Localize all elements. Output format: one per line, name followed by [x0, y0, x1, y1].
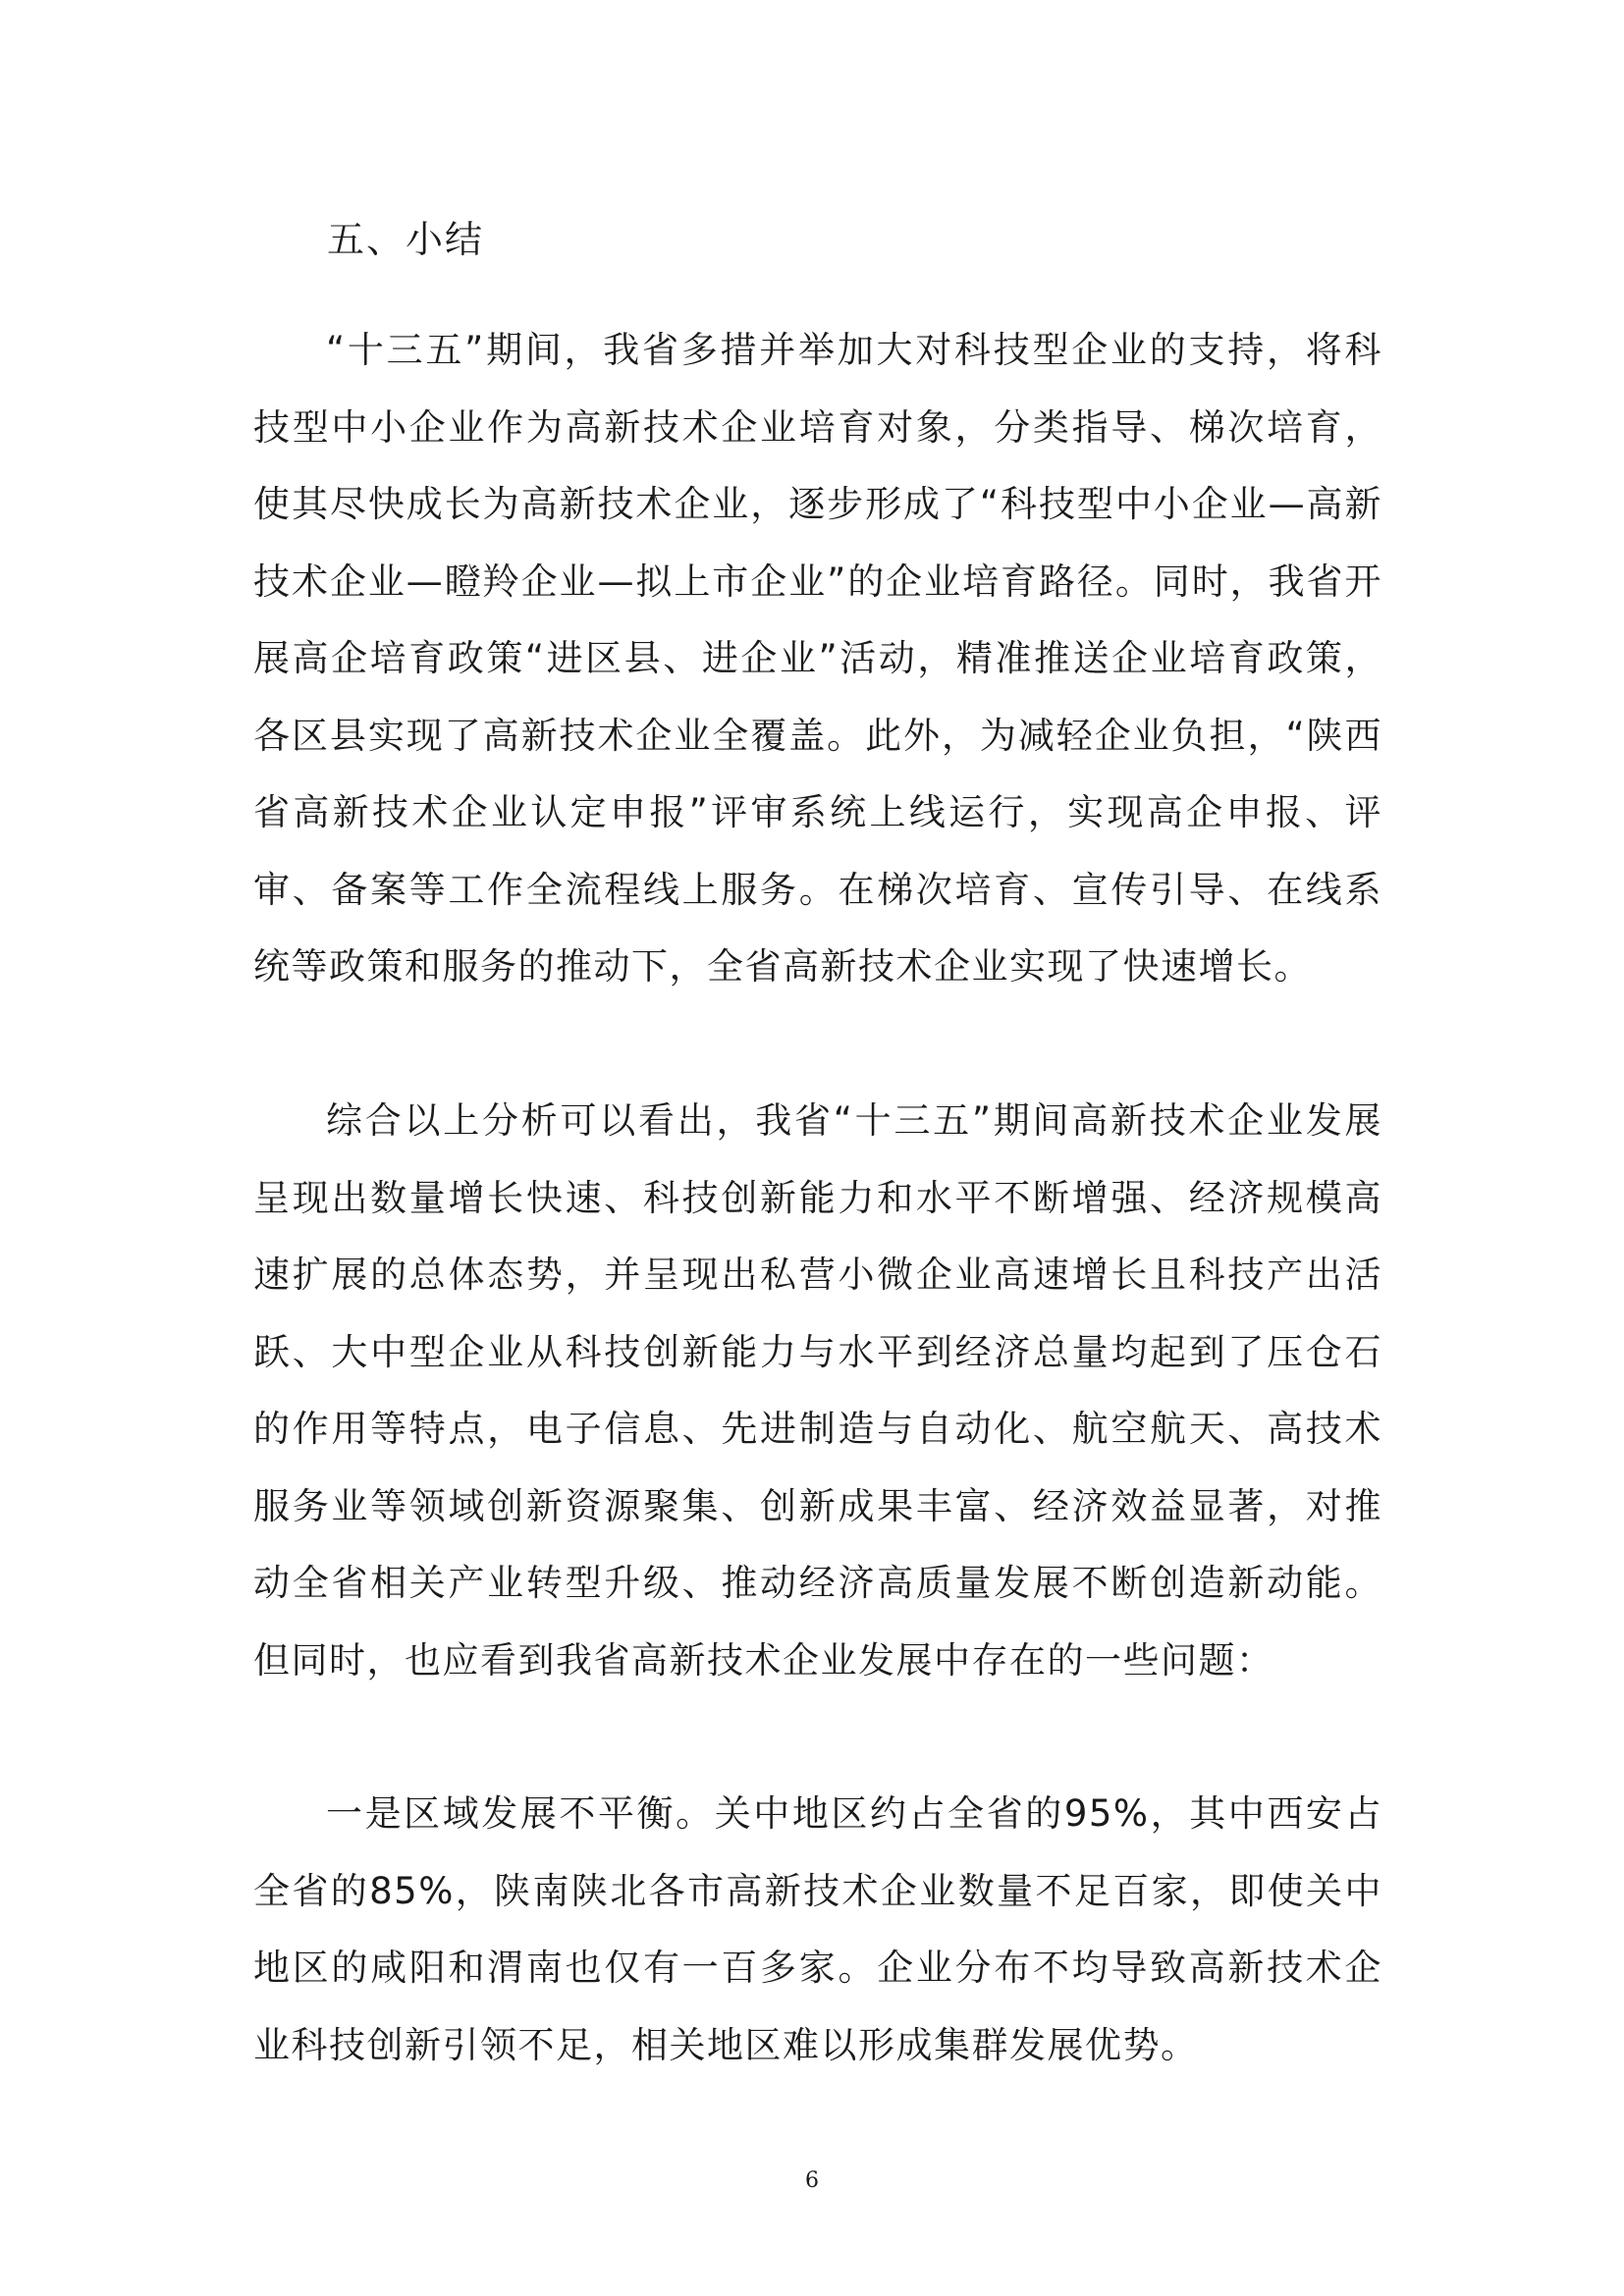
paragraph: “十三五”期间，我省多措并举加大对科技型企业的支持，将科技型中小企业作为高新技术企业培育对象，分类指导、梯次培育，使其尽快成长为高新技术企业，逐步形成了“科技型中小企业—高新技术企业—瞪羚企业—拟上市企业”的企业培育路径。同时，我省开展高企培育政策“进区县、进企业”活动，精准推送企业培育政策，各区县实现了高新技术企业全覆盖。此外，为减轻企业负担，“陕西省高新技术企业认定申报”评审系统上线运行，实现高企申报、评审、备案等工作全流程线上服务。在梯次培育、宣传引导、在线系统等政策和服务的推动下，全省高新技术企业实现了快速增长。	[253, 329, 1382, 988]
page-number: 6	[805, 2168, 819, 2193]
paragraph: 综合以上分析可以看出，我省“十三五”期间高新技术企业发展呈现出数量增长快速、科技创新能力和水平不断增强、经济规模高速扩展的总体态势，并呈现出私营小微企业高速增长且科技产出活跃、大中型企业从科技创新能力与水平到经济总量均起到了压仓石的作用等特点，电子信息、先进制造与自动化、航空航天、高技术服务业等领域创新资源聚集、创新成果丰富、经济效益显著，对推动全省相关产业转型升级、推动经济高质量发展不断创造新动能。但同时，也应看到我省高新技术企业发展中存在的一些问题：	[253, 1099, 1382, 1682]
paragraph: 一是区域发展不平衡。关中地区约占全省的95%，其中西安占全省的85%，陕南陕北各市高新技术企业数量不足百家，即使关中地区的咸阳和渭南也仅有一百多家。企业分布不均导致高新技术企业科技创新引领不足，相关地区难以形成集群发展优势。	[253, 1792, 1382, 2066]
section-heading: 五、小结	[327, 218, 485, 261]
